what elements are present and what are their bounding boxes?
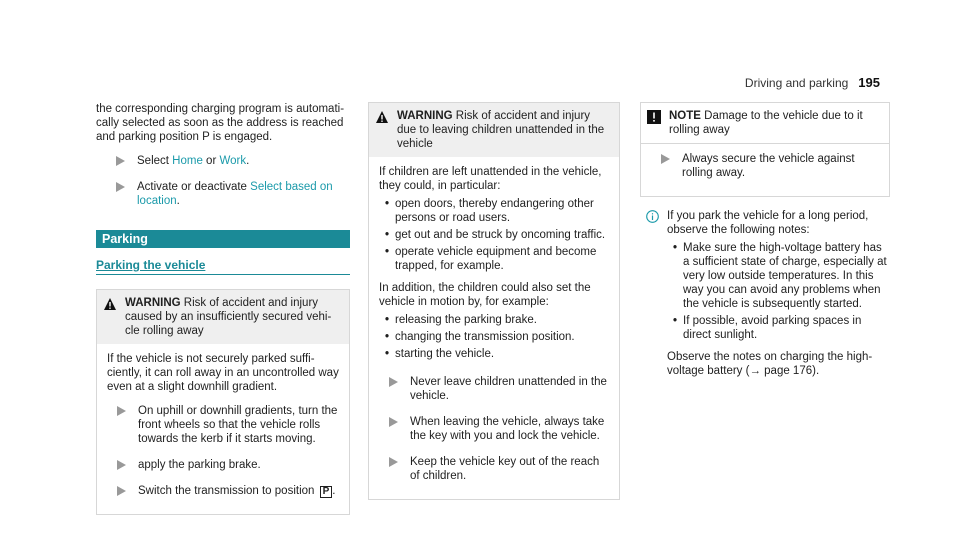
arrow-right-icon (116, 182, 125, 192)
intro-text: the corresponding charging program is automatically selected as soon as the address is reached and parking position P is engaged. (96, 103, 345, 143)
subheading: Parking the vehicle (96, 258, 350, 275)
bullet-list (379, 313, 609, 361)
list-item: • get out and be struck by oncoming traffic. (385, 229, 606, 241)
observe-text: Observe the notes on charging the high-voltage battery (→ page 176). (667, 351, 873, 377)
list-item: • operate vehicle equipment and become trapped, for example. (385, 246, 597, 272)
warning-box-parking (96, 289, 350, 515)
section-name: Driving and parking (744, 76, 849, 90)
note-step: Always secure the vehicle against rolling away. (651, 152, 879, 180)
work-link[interactable]: Work (219, 155, 247, 167)
step-select-location: Activate or deactivate Select based on location. (96, 180, 350, 208)
warning-head: Risk of accident and injury caused by an insufficiently secured vehicle rolling away (125, 297, 332, 337)
arrow-right-icon (117, 406, 126, 416)
info-icon (646, 210, 659, 223)
info-text: If you park the vehicle for a long period, observe the following notes: (667, 210, 869, 236)
warning-label: WARNING (125, 297, 181, 309)
section-title-bar: Parking (96, 230, 350, 248)
bullet-list (667, 241, 890, 342)
warning-body: If the vehicle is not securely parked sufficiently, it can roll away in an uncontrolled way even at a slight downhill gradient. (107, 353, 339, 393)
warning-head: Risk of accident and injury due to leaving children unattended in the vehicle (397, 110, 605, 150)
arrow-right-icon (661, 154, 670, 164)
arrow-right-icon (389, 417, 398, 427)
warning-step: Never leave children unattended in the vehicle. (379, 375, 609, 403)
park-position-symbol: P (320, 486, 333, 498)
warning-step: When leaving the vehicle, always take the key with you and lock the vehicle. (379, 415, 609, 443)
note-label: NOTE (669, 110, 701, 122)
list-item: • open doors, thereby endangering other persons or road users. (385, 198, 594, 224)
info-note (640, 209, 890, 388)
arrow-right-icon (117, 460, 126, 470)
select-based-on-location-link[interactable]: Select based on location (137, 181, 333, 207)
warning-triangle-icon (375, 110, 389, 124)
warning-mid: In addition, the children could also set the vehicle in motion by, for example: (379, 282, 591, 308)
column-3 (640, 102, 890, 388)
arrow-right-icon (389, 377, 398, 387)
warning-triangle-icon (103, 297, 117, 311)
arrow-right-icon (117, 486, 126, 496)
arrow-right-icon (389, 457, 398, 467)
home-link[interactable]: Home (172, 155, 203, 167)
warning-step: On uphill or downhill gradients, turn the front wheels so that the vehicle rolls towards the kerb if it starts moving. (107, 404, 339, 446)
note-head: Damage to the vehicle due to it rolling away (669, 110, 863, 136)
column-2 (368, 102, 620, 500)
step-select-home-work: Select Home or Work. (96, 154, 350, 168)
list-item: • releasing the parking brake. (385, 314, 537, 326)
column-1 (96, 102, 350, 515)
warning-box-children (368, 102, 620, 500)
note-box (640, 102, 890, 197)
list-item: • changing the transmission position. (385, 331, 575, 343)
warning-label: WARNING (397, 110, 453, 122)
warning-intro: If children are left unattended in the vehicle, they could, in particular: (379, 166, 602, 192)
warning-step: apply the parking brake. (107, 458, 339, 472)
warning-step: Switch the transmission to position P . (107, 484, 339, 498)
list-item: • starting the vehicle. (385, 348, 495, 360)
note-exclamation-icon (647, 110, 661, 124)
list-item: • Make sure the high-voltage battery has a sufficient state of charge, especially at very low outside temperatures. In this way you can avoid any problems when the vehicle is subsequently started. (673, 242, 887, 310)
warning-step: Keep the vehicle key out of the reach of children. (379, 455, 609, 483)
page-number: 195 (858, 75, 880, 90)
bullet-list (379, 197, 609, 273)
arrow-right-icon (116, 156, 125, 166)
page-header (745, 76, 880, 90)
list-item: • If possible, avoid parking spaces in direct sunlight. (673, 315, 862, 341)
